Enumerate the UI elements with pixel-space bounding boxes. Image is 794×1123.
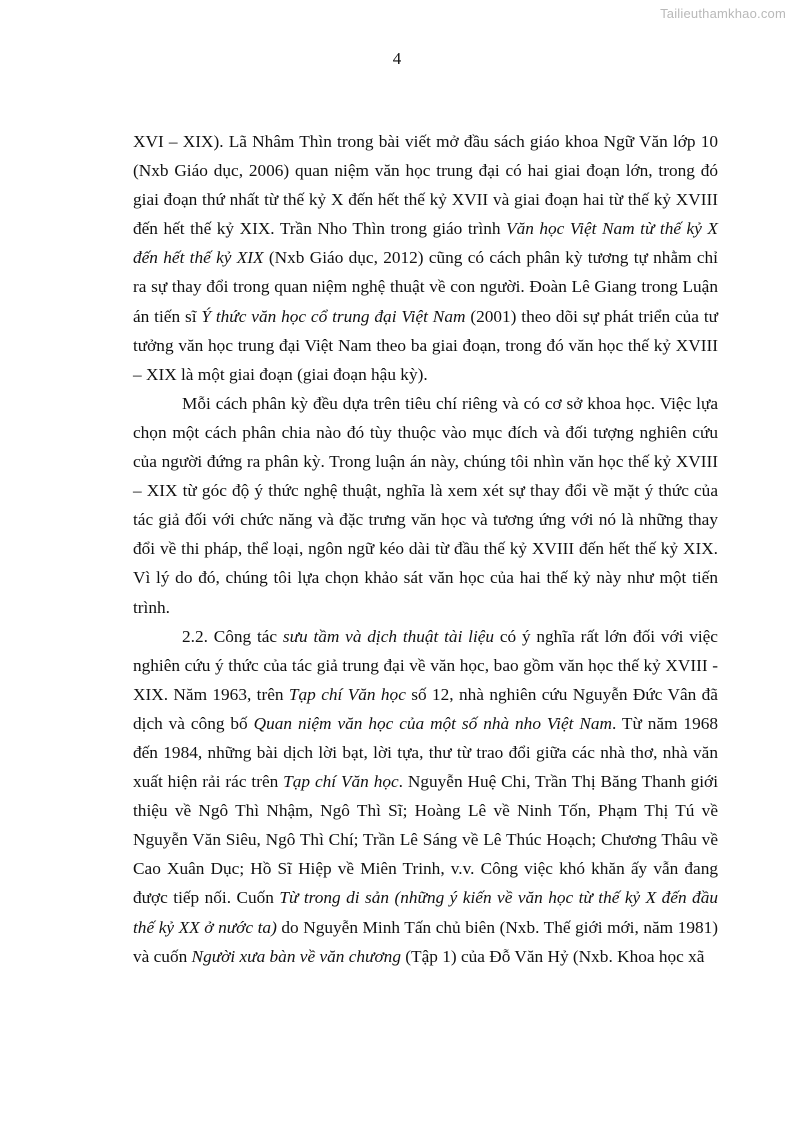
paragraph-text: do Nguyễn Minh Tấn chủ biên (Nxb. Thế giới mới, năm 1981) và cuốn (133, 917, 718, 966)
italic-title-text: Ý thức văn học cổ trung đại Việt Nam (201, 306, 466, 326)
italic-title-text: Người xưa bàn về văn chương (191, 946, 401, 966)
body-paragraph (133, 622, 718, 971)
italic-title-text: Quan niệm văn học của một số nhà nho Việt Nam (253, 713, 612, 733)
paragraph-text: số 12, nhà nghiên cứu Nguyễn Đức Vân đã dịch và công bố (133, 684, 718, 733)
italic-title-text: Từ trong di sản (những ý kiến về văn học từ thế kỷ X đến đầu thế kỷ XX ở nước ta) (133, 888, 718, 937)
paragraph-text: (2001) theo dõi sự phát triển của tư tưởng văn học trung đại Việt Nam theo ba giai đoạn, trong đó văn học thế kỷ XVIII – XIX là một giai đoạn (giai đoạn hậu kỳ). (133, 306, 718, 384)
paragraph-text: . Từ năm 1968 đến 1984, những bài dịch lời bạt, lời tựa, thư từ trao đổi giữa các nhà thơ, nhà văn xuất hiện rải rác trên (133, 713, 718, 792)
paragraph-text: . Nguyễn Huệ Chi, Trần Thị Băng Thanh giới thiệu về Ngô Thì Nhậm, Ngô Thì Sĩ; Hoàng Lê về Ninh Tốn, Phạm Thị Tú về Nguyễn Văn Siêu, Ngô Thì Chí; Trần Lê Sáng về Lê Thúc Hoạch; Chương Thâu về Cao Xuân Dục; Hồ Sĩ Hiệp về Miên Trinh, v.v. Công việc khó khăn ấy vẫn đang được tiếp nối. Cuốn (133, 772, 718, 908)
paragraph-text: Mỗi cách phân kỳ đều dựa trên tiêu chí riêng và có cơ sở khoa học. Việc lựa chọn một cách phân chia nào đó tùy thuộc vào mục đích và đối tượng nghiên cứu của người đứng ra phân kỳ. Trong luận án này, chúng tôi nhìn văn học thế kỷ XVIII – XIX từ góc độ ý thức nghệ thuật, nghĩa là xem xét sự thay đổi về mặt ý thức của tác giả đối với chức năng và đặc trưng văn học và tương ứng với nó là những thay đổi về thi pháp, thể loại, ngôn ngữ kéo dài từ đầu thế kỷ XVIII đến hết thế kỷ XIX. Vì lý do đó, chúng tôi lựa chọn khảo sát văn học của hai thế kỷ này như một tiến trình. (133, 393, 718, 617)
paragraph-text: (Nxb Giáo dục, 2012) cũng có cách phân kỳ tương tự nhằm chỉ ra sự thay đổi trong quan niệm nghệ thuật về con người. Đoàn Lê Giang trong Luận án tiến sĩ (133, 248, 718, 326)
paragraph-text: (Tập 1) của Đỗ Văn Hỷ (Nxb. Khoa học xã (400, 946, 705, 966)
document-body (133, 127, 718, 971)
paragraph-text: có ý nghĩa rất lớn đối với việc nghiên cứu ý thức của tác giả trung đại về văn học, bao gồm văn học thế kỷ XVIII - XIX. Năm 1963, trên (133, 626, 718, 704)
body-paragraph (133, 389, 718, 622)
watermark-text: Tailieuthamkhao.com (660, 6, 786, 21)
paragraph-text: 2.2. Công tác (182, 626, 283, 646)
italic-title-text: sưu tầm và dịch thuật tài liệu (282, 626, 495, 646)
italic-title-text: Tạp chí Văn học (288, 684, 406, 704)
italic-title-text: Tạp chí Văn học (283, 772, 399, 792)
italic-title-text: Văn học Việt Nam từ thế kỷ X đến hết thế kỷ XIX (133, 219, 718, 268)
page-number: 4 (392, 49, 402, 68)
paragraph-text: XVI – XIX). Lã Nhâm Thìn trong bài viết mở đầu sách giáo khoa Ngữ Văn lớp 10 (Nxb Giáo dục, 2006) quan niệm văn học trung đại có hai giai đoạn lớn, trong đó giai đoạn thứ nhất từ thế kỷ X đến hết thế kỷ XVII và giai đoạn hai từ thế kỷ XVIII đến hết thế kỷ XIX. Trần Nho Thìn trong giáo trình (133, 132, 718, 239)
body-paragraph (133, 127, 718, 389)
